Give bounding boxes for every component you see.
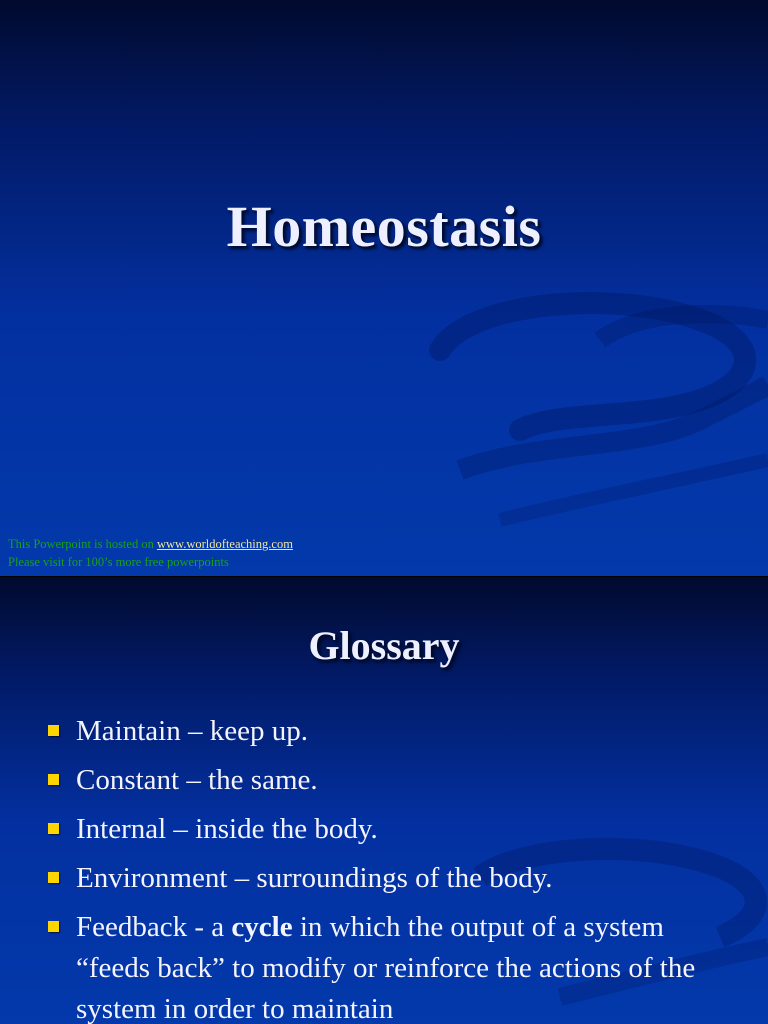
glossary-term: Internal – inside the body. [76,813,378,845]
square-bullet-icon [48,725,59,736]
list-item [48,809,738,850]
glossary-term-bold: cycle [231,911,293,943]
slide-title: Glossary [308,623,460,668]
glossary-slide [0,577,768,1024]
hosting-prefix: This Powerpoint is hosted on [8,537,157,551]
glossary-list [48,711,738,1024]
square-bullet-icon [48,823,59,834]
visit-line: Please visit for 100’s more free powerpoints [8,555,229,569]
glossary-term: Constant – the same. [76,764,318,796]
slide-title: Homeostasis [226,194,542,259]
square-bullet-icon [48,774,59,785]
glossary-term: Environment – surroundings of the body. [76,862,553,894]
square-bullet-icon [48,921,59,932]
glossary-term-pre: Feedback - a [76,911,232,943]
list-item [48,858,738,899]
square-bullet-icon [48,872,59,883]
hosting-line [8,535,293,553]
list-item [48,907,738,1024]
glossary-term-post: in which the output of a system “feeds back” to modify or reinforce the actions of the system in order to maintain [76,911,696,1024]
list-item [48,711,738,752]
list-item [48,760,738,801]
worldofteaching-link[interactable]: www.worldofteaching.com [156,537,293,551]
hosting-notice [8,535,293,571]
glossary-term: Maintain – keep up. [76,715,308,747]
